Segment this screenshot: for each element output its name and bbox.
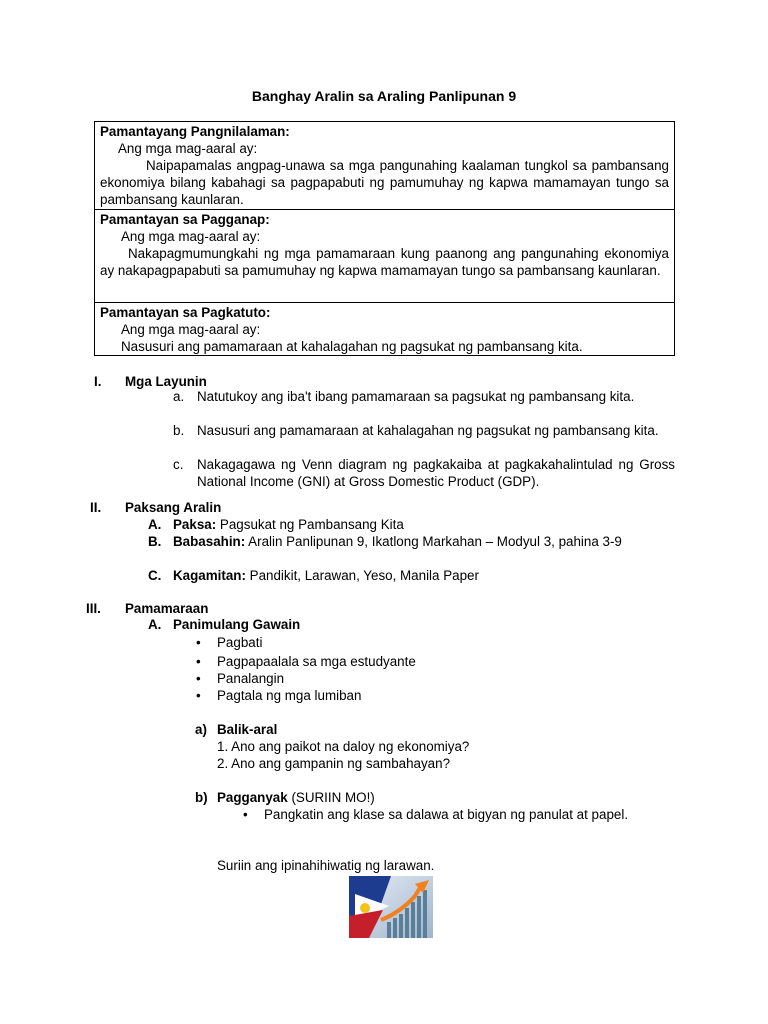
list-item	[148, 533, 675, 550]
list-item-text: Nasusuri ang pamamaraan at kahalagahan ng pagsukat ng pambansang kita.	[197, 423, 659, 438]
standard-box-learning	[94, 302, 675, 356]
list-item	[173, 456, 675, 490]
bullet-text: Pagtala ng mga lumiban	[217, 688, 362, 703]
standard-box-content	[94, 121, 675, 210]
question-line: 1. Ano ang paikot na daloy ng ekonomiya?	[217, 739, 470, 754]
list-item	[173, 422, 675, 439]
page-title: Banghay Aralin sa Araling Panlipunan 9	[251, 88, 517, 104]
subsection-heading: Panimulang Gawain	[173, 617, 301, 632]
list-item-key: Kagamitan:	[173, 568, 246, 583]
section-numeral: II.	[90, 500, 102, 515]
list-item-text: Pagsukat ng Pambansang Kita	[219, 517, 404, 532]
list-item	[148, 567, 675, 584]
list-item-text: Natutukoy ang iba't ibang pamamaraan sa pagsukat ng pambansang kita.	[197, 389, 635, 404]
list-item-label: a.	[173, 389, 185, 404]
subitem-heading-line	[217, 789, 375, 806]
list-item-label: B.	[148, 534, 162, 549]
standard-box-performance	[94, 209, 675, 303]
philippine-flag-growth-chart-image	[349, 876, 433, 938]
bullet-text: Pagbati	[217, 635, 263, 650]
subsection-a	[148, 616, 548, 633]
flag-chart-graphic	[349, 876, 433, 938]
section-heading: Mga Layunin	[125, 374, 207, 389]
standard-intro: Ang mga mag-aaral ay:	[121, 229, 261, 244]
standard-heading: Pamantayan sa Pagkatuto:	[100, 305, 271, 320]
list-item-key: Babasahin:	[173, 534, 246, 549]
standard-body: Naipapamalas angpag-unawa sa mga pangunahing kaalaman tungkol sa pambansang ekonomiya bilang kabahagi sa pagpapabuti ng pamumuhay ng kapwa mamamayan tungo sa pambansang kaunlaran.	[100, 158, 669, 207]
list-item-label: A.	[148, 517, 162, 532]
list-item-key: Paksa:	[173, 517, 217, 532]
bullet-icon: •	[196, 671, 201, 686]
bullet-icon: •	[196, 654, 201, 669]
instruction-text: Suriin ang ipinahihiwatig ng larawan.	[217, 858, 435, 873]
bullet-text: Pangkatin ang klase sa dalawa at bigyan ng panulat at papel.	[264, 807, 629, 822]
list-item-label: C.	[148, 568, 162, 583]
bullet-item	[196, 687, 361, 704]
list-item	[173, 388, 675, 405]
bullet-icon: •	[243, 807, 248, 822]
list-item-label: b.	[173, 423, 185, 438]
list-item-text: Nakagagawa ng Venn diagram ng pagkakaiba at pagkakahalintulad ng Gross National Income (GNI) at Gross Domestic Product (GDP).	[197, 457, 675, 489]
list-item-label: c.	[173, 457, 184, 472]
standard-heading: Pamantayan sa Pagganap:	[100, 212, 270, 227]
subitem-heading: Pagganyak	[217, 790, 288, 805]
subitem-label: a)	[195, 722, 207, 737]
bullet-icon: •	[196, 635, 201, 650]
section-heading: Paksang Aralin	[125, 500, 222, 515]
subitem-note: (SURIIN MO!)	[291, 790, 375, 805]
standard-intro: Ang mga mag-aaral ay:	[118, 141, 258, 156]
question-line: 2. Ano ang gampanin ng sambahayan?	[217, 756, 451, 771]
standard-body: Nakapagmumungkahi ng mga pamamaraan kung paanong ang pangunahing ekonomiya ay nakapagpapabuti sa pamumuhay ng kapwa mamamayan tungo sa pambansang kaunlaran.	[100, 246, 669, 278]
standard-intro: Ang mga mag-aaral ay:	[121, 322, 261, 337]
list-item	[148, 516, 675, 533]
bullet-icon: •	[196, 688, 201, 703]
subitem-heading: Balik-aral	[217, 722, 278, 737]
subitem-label: b)	[195, 790, 208, 805]
bullet-item	[243, 806, 663, 823]
standard-body: Nasusuri ang pamamaraan at kahalagahan ng pagsukat ng pambansang kita.	[121, 339, 583, 354]
standard-heading: Pamantayang Pangnilalaman:	[100, 124, 290, 139]
subsection-label: A.	[148, 617, 162, 632]
list-item-text: Aralin Panlipunan 9, Ikatlong Markahan – Modyul 3, pahina 3-9	[248, 534, 622, 549]
section-numeral: I.	[94, 374, 102, 389]
bullet-item	[196, 653, 416, 670]
list-item-text: Pandikit, Larawan, Yeso, Manila Paper	[249, 568, 479, 583]
bullet-item	[196, 670, 284, 687]
bullet-item	[196, 634, 262, 651]
section-numeral: III.	[86, 601, 101, 616]
bullet-text: Pagpapaalala sa mga estudyante	[217, 654, 416, 669]
section-heading: Pamamaraan	[125, 601, 209, 616]
bullet-text: Panalangin	[217, 671, 285, 686]
